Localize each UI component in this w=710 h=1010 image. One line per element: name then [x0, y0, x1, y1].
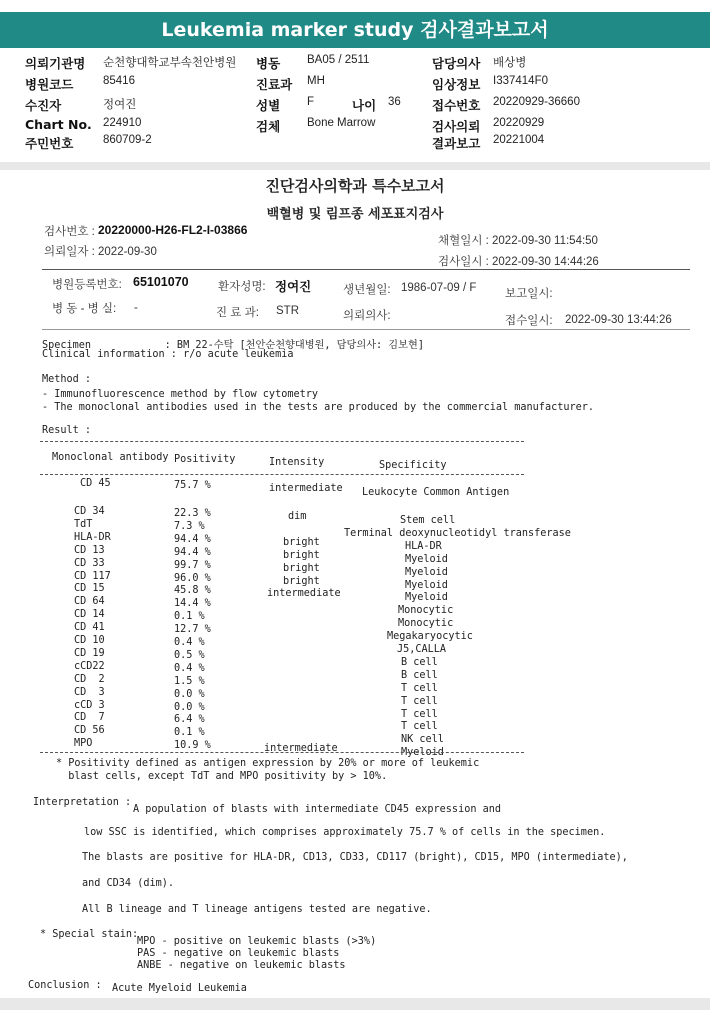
rule	[42, 329, 690, 330]
dob: 1986-07-09 / F	[401, 282, 477, 294]
age-value: 36	[388, 96, 401, 108]
cell-positivity: 0.0 %	[174, 688, 205, 700]
dob-label: 생년월일:	[343, 284, 391, 296]
meta-label: 결과보고	[432, 136, 481, 151]
cell-intensity: intermediate	[269, 483, 343, 494]
receive-date: 2022-09-30 13:44:26	[565, 314, 672, 326]
special-stain-label: * Special stain:	[40, 929, 139, 940]
cell-antibody: CD 64	[74, 596, 105, 608]
cell-specificity: Megakaryocytic	[387, 631, 473, 643]
cell-antibody: CD 2	[74, 673, 105, 685]
reg-no-label: 병원등록번호:	[52, 279, 122, 291]
col-header-antibody: Monoclonal antibody	[52, 452, 169, 463]
interpretation-line: low SSC is identified, which comprises approximately 75.7 % of cells in the specimen.	[84, 827, 606, 838]
cell-antibody: CD 45	[80, 478, 111, 489]
meta-value: 20220929-36660	[493, 96, 580, 108]
cell-specificity: Myeloid	[405, 579, 448, 591]
cell-antibody: CD 19	[74, 647, 105, 659]
request-date: 의뢰일자 : 2022-09-30	[44, 246, 157, 258]
interpretation-line: All B lineage and T lineage antigens tested are negative.	[82, 904, 432, 915]
meta-value: F	[307, 96, 315, 108]
conclusion-label: Conclusion :	[28, 980, 102, 991]
meta-label: 성별	[256, 98, 281, 113]
cell-intensity: bright	[283, 549, 320, 561]
ward-label: 병 동 - 병 실:	[52, 303, 117, 315]
meta-value: MH	[307, 75, 325, 87]
meta-label: 임상정보	[432, 77, 481, 92]
receive-label: 접수일시:	[505, 315, 553, 327]
cell-positivity: 0.4 %	[174, 662, 205, 674]
meta-label: 병원코드	[25, 77, 74, 92]
meta-value: 배상병	[493, 57, 527, 69]
cell-positivity: 0.1 %	[174, 611, 205, 623]
cell-positivity: 45.8 %	[174, 585, 211, 597]
cell-positivity: 6.4 %	[174, 714, 205, 726]
report-date-label: 보고일시:	[505, 288, 553, 300]
cell-specificity: T cell	[401, 695, 438, 707]
result-heading: Result :	[42, 425, 92, 436]
special-stain-line: PAS - negative on leukemic blasts	[137, 948, 340, 959]
rule	[42, 269, 690, 270]
cell-positivity: 96.0 %	[174, 572, 211, 584]
cell-intensity: dim	[288, 511, 307, 522]
reg-no: 65101070	[133, 275, 189, 289]
cell-positivity: 12.7 %	[174, 624, 211, 636]
meta-label: 검사의뢰	[432, 119, 481, 134]
cell-positivity: 94.4 %	[174, 546, 211, 558]
footnote-line: blast cells, except TdT and MPO positivity by > 10%.	[56, 771, 388, 782]
meta-value: 20220929	[493, 117, 545, 129]
cell-antibody: CD 10	[74, 635, 105, 646]
test-date: 검사일시 : 2022-09-30 14:44:26	[438, 256, 599, 268]
meta-label: 의뢰기관명	[25, 56, 86, 71]
cell-specificity: Terminal deoxynucleotidyl transferase	[344, 527, 571, 539]
report-header-title: Leukemia marker study 검사결과보고서	[0, 12, 710, 48]
cell-antibody: CD 13	[74, 544, 105, 556]
cell-specificity: Monocytic	[398, 618, 454, 630]
cell-intensity: bright	[283, 575, 320, 587]
special-stain-line: ANBE - negative on leukemic blasts	[137, 960, 346, 971]
clinical-info-line: Clinical information : r/o acute leukemia	[42, 349, 294, 360]
exam-no: 20220000-H26-FL2-I-03866	[98, 223, 248, 237]
meta-value: 순천향대학교부속천안병원	[103, 57, 237, 69]
cell-antibody: CD 56	[74, 725, 105, 737]
cell-specificity: T cell	[401, 721, 438, 733]
cell-positivity: 14.4 %	[174, 598, 211, 610]
cell-specificity: HLA-DR	[405, 540, 442, 552]
cell-antibody: HLA-DR	[74, 531, 111, 543]
special-stain-line: MPO - positive on leukemic blasts (>3%)	[137, 936, 377, 947]
collect-date: 채혈일시 : 2022-09-30 11:54:50	[438, 235, 598, 247]
cell-positivity: 22.3 %	[174, 508, 211, 519]
meta-value: BA05 / 2511	[307, 54, 370, 66]
cell-antibody: CD 3	[74, 686, 105, 698]
meta-label: 주민번호	[25, 136, 74, 151]
ward-value: -	[134, 302, 138, 314]
cell-positivity: 1.5 %	[174, 675, 205, 687]
cell-antibody: CD 7	[74, 712, 105, 724]
meta-value: I337414F0	[493, 75, 548, 87]
cell-specificity: Myeloid	[405, 553, 448, 565]
cell-antibody: CD 14	[74, 609, 105, 621]
meta-value: 85416	[103, 75, 135, 87]
cell-intensity: intermediate	[264, 743, 338, 755]
cell-specificity: J5,CALLA	[397, 644, 447, 655]
dept-label: 진 료 과:	[216, 307, 259, 319]
meta-value: 860709-2	[103, 134, 152, 146]
report-title: 진단검사의학과 특수보고서	[265, 177, 445, 195]
cell-positivity: 0.0 %	[174, 701, 205, 713]
interpretation-label: Interpretation :	[33, 797, 132, 808]
cell-positivity: 7.3 %	[174, 520, 205, 532]
cell-intensity: bright	[283, 562, 320, 574]
col-header-intensity: Intensity	[269, 457, 325, 468]
cell-specificity: T cell	[401, 708, 438, 720]
dashed-rule	[40, 441, 524, 442]
cell-antibody: TdT	[74, 518, 93, 530]
section-divider	[0, 162, 710, 170]
cell-specificity: Myeloid	[405, 566, 448, 578]
patient-label: 환자성명:	[218, 281, 266, 293]
interpretation-line: and CD34 (dim).	[82, 878, 175, 889]
page-bottom-band	[0, 998, 710, 1010]
patient-name: 정여진	[275, 280, 312, 294]
cell-intensity: bright	[283, 536, 320, 548]
cell-positivity: 75.7 %	[174, 480, 211, 491]
cell-antibody: MPO	[74, 738, 93, 750]
cell-specificity: Stem cell	[400, 515, 456, 526]
doctor-label: 의뢰의사:	[343, 310, 391, 322]
meta-value: 20221004	[493, 134, 545, 146]
meta-label: 접수번호	[432, 98, 481, 113]
meta-value: 224910	[103, 117, 142, 129]
cell-specificity: Leukocyte Common Antigen	[362, 487, 510, 498]
cell-specificity: B cell	[401, 669, 438, 681]
cell-positivity: 99.7 %	[174, 559, 211, 571]
col-header-specificity: Specificity	[379, 460, 447, 471]
cell-positivity: 0.1 %	[174, 727, 205, 739]
cell-positivity: 0.5 %	[174, 649, 205, 661]
cell-antibody: cCD22	[74, 660, 105, 672]
cell-antibody: CD 117	[74, 570, 111, 582]
cell-specificity: T cell	[401, 682, 438, 694]
cell-specificity: NK cell	[401, 734, 444, 746]
cell-antibody: CD 34	[74, 506, 105, 517]
meta-label: 검체	[256, 119, 281, 134]
interpretation-line: A population of blasts with intermediate CD45 expression and	[133, 804, 502, 815]
footnote-line: * Positivity defined as antigen expression by 20% or more of leukemic	[56, 758, 480, 769]
col-header-positivity: Positivity	[174, 454, 236, 465]
meta-label: 담당의사	[432, 56, 481, 71]
method-line: - The monoclonal antibodies used in the tests are produced by the commercial manufacturer.	[42, 402, 595, 413]
meta-value: Bone Marrow	[307, 117, 376, 129]
meta-value: 정여진	[103, 99, 137, 111]
cell-specificity: Myeloid	[401, 747, 444, 759]
cell-specificity: Myeloid	[405, 592, 448, 604]
meta-label: 진료과	[256, 77, 293, 92]
cell-positivity: 0.4 %	[174, 637, 205, 648]
dashed-rule	[40, 752, 524, 753]
cell-positivity: 94.4 %	[174, 533, 211, 545]
cell-antibody: CD 41	[74, 622, 105, 634]
cell-positivity: 10.9 %	[174, 740, 211, 752]
dept-value: STR	[276, 305, 299, 317]
age-label: 나이	[352, 98, 377, 113]
cell-antibody: CD 33	[74, 557, 105, 569]
meta-label: 수진자	[25, 98, 62, 113]
cell-antibody: cCD 3	[74, 699, 105, 711]
dashed-rule	[40, 474, 524, 475]
meta-label: Chart No.	[25, 117, 92, 132]
specimen-line: Specimen : BM 22-수탁 [천안순천향대병원, 담당의사: 김보현]	[42, 340, 424, 351]
meta-label: 병동	[256, 56, 281, 71]
exam-no-label: 검사번호 :	[44, 226, 95, 238]
method-heading: Method :	[42, 374, 92, 385]
cell-intensity: intermediate	[267, 588, 341, 600]
cell-specificity: B cell	[401, 656, 438, 668]
conclusion-value: Acute Myeloid Leukemia	[112, 983, 247, 994]
cell-antibody: CD 15	[74, 583, 105, 595]
method-line: - Immunofluorescence method by flow cytometry	[42, 389, 319, 400]
cell-specificity: Monocytic	[398, 605, 454, 617]
report-subtitle: 백혈병 및 림프종 세포표지검사	[266, 207, 444, 222]
interpretation-line: The blasts are positive for HLA-DR, CD13, CD33, CD117 (bright), CD15, MPO (intermediate),	[82, 852, 628, 863]
